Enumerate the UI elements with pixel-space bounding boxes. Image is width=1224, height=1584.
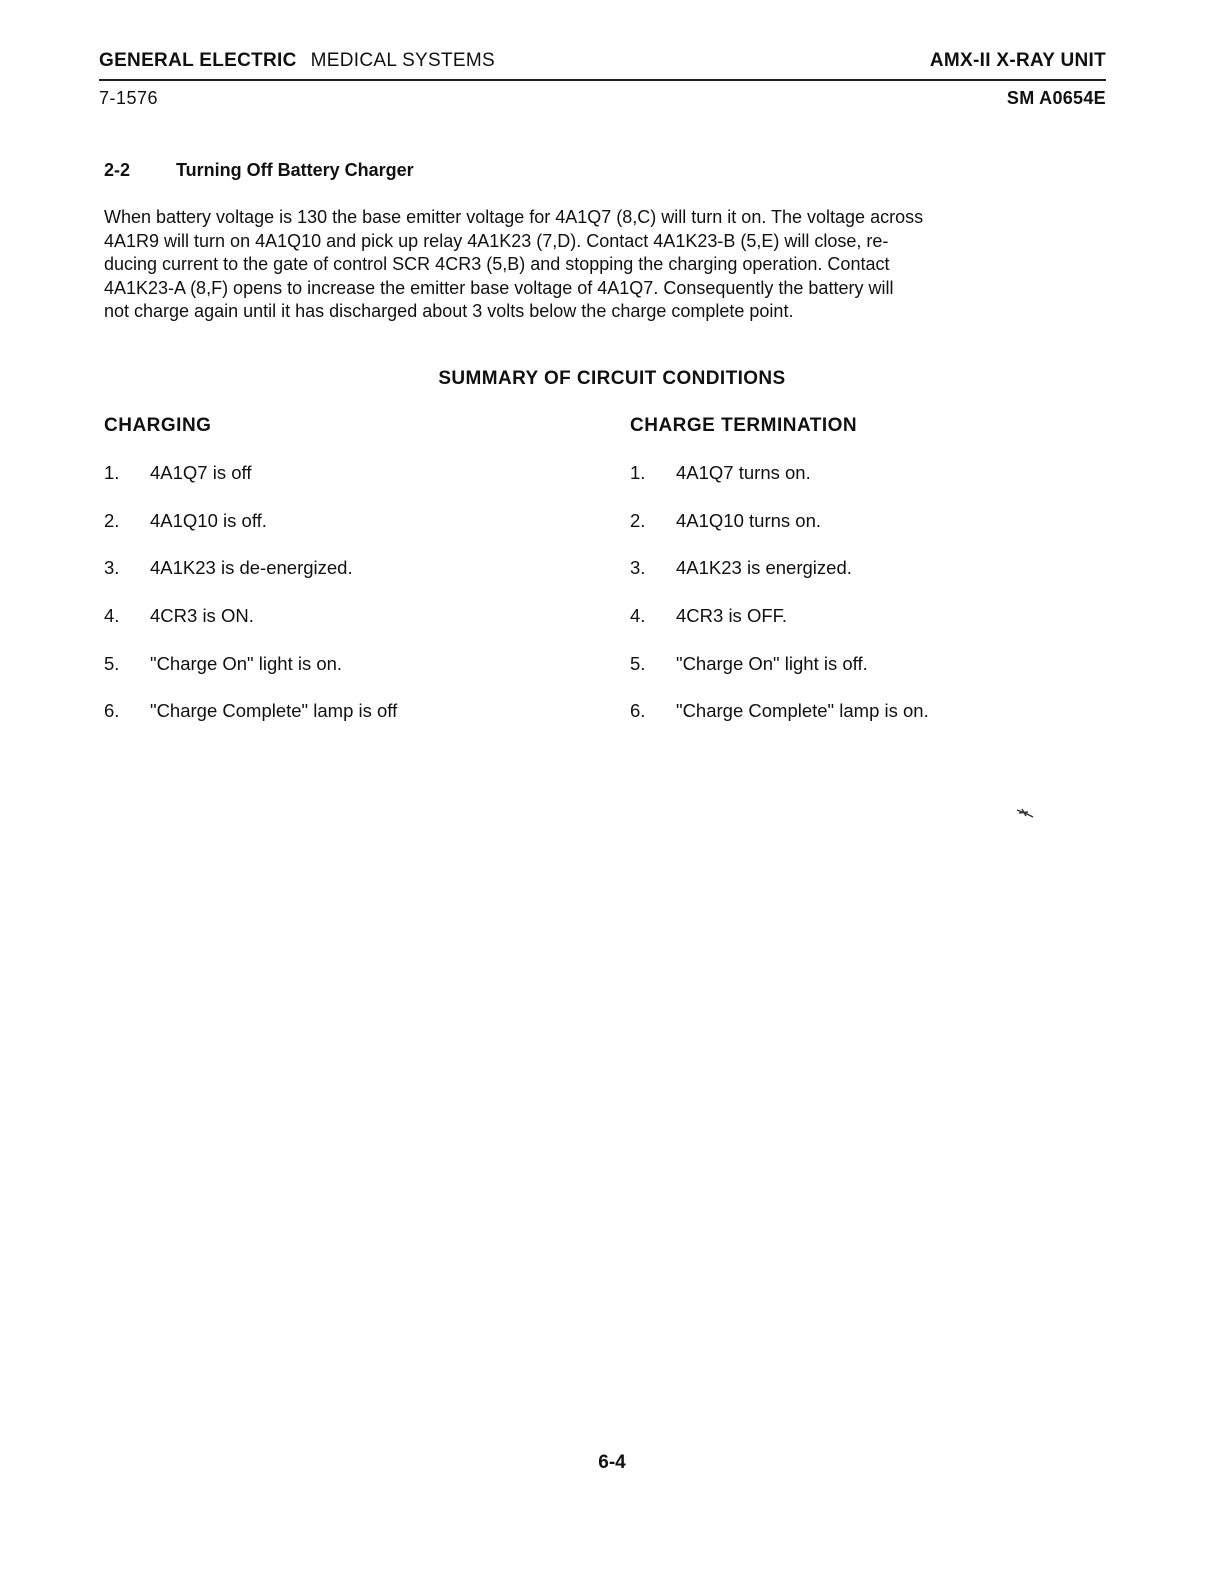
charging-heading: CHARGING — [104, 415, 212, 436]
item-text: "Charge Complete" lamp is on. — [676, 700, 929, 722]
termination-heading: CHARGE TERMINATION — [630, 415, 858, 436]
item-number: 6. — [104, 700, 120, 722]
section-number: 2-2 — [104, 160, 131, 180]
section-title: Turning Off Battery Charger — [176, 160, 414, 180]
item-number: 5. — [630, 652, 646, 674]
item-text: "Charge On" light is on. — [150, 652, 343, 674]
item-number: 4. — [630, 605, 646, 627]
company-name: GENERAL ELECTRIC — [99, 50, 297, 71]
header-company — [99, 50, 495, 72]
item-number: 1. — [104, 462, 120, 483]
paragraph-line: ducing current to the gate of control SCR 4CR3 (5,B) and stopping the charging operation. Contact — [104, 254, 890, 274]
item-text: 4A1Q7 turns on. — [676, 462, 811, 483]
item-number: 2. — [104, 509, 120, 531]
page-number: 6-4 — [598, 1452, 626, 1473]
paragraph-line: 4A1K23-A (8,F) opens to increase the emitter base voltage of 4A1Q7. Consequently the battery will — [104, 277, 894, 298]
paragraph-line: not charge again until it has discharged about 3 volts below the charge complete point. — [104, 301, 794, 321]
item-text: "Charge On" light is off. — [676, 652, 868, 674]
scan-mark — [1016, 808, 1034, 818]
item-text: 4A1K23 is de-energized. — [150, 557, 353, 579]
paragraph-line: When battery voltage is 130 the base emitter voltage for 4A1Q7 (8,C) will turn it on. The voltage across — [104, 207, 924, 227]
item-number: 5. — [104, 652, 120, 674]
item-text: 4CR3 is OFF. — [676, 605, 788, 627]
division-name: MEDICAL SYSTEMS — [310, 50, 495, 71]
item-text: 4A1Q10 is off. — [150, 509, 267, 531]
header-divider — [99, 79, 1106, 81]
item-number: 3. — [104, 557, 120, 579]
header-date-code: 7-1576 — [99, 88, 159, 108]
item-text: 4A1Q7 is off — [150, 462, 252, 483]
header-manual-id: SM A0654E — [1006, 88, 1106, 108]
item-text: 4CR3 is ON. — [150, 605, 254, 627]
item-number: 3. — [630, 557, 646, 579]
item-number: 6. — [630, 700, 646, 722]
item-text: 4A1Q10 turns on. — [676, 509, 822, 531]
item-text: 4A1K23 is energized. — [676, 557, 852, 579]
header-product: AMX-II X-RAY UNIT — [929, 50, 1106, 71]
item-number: 1. — [630, 462, 646, 483]
section-paragraph — [104, 206, 1094, 324]
item-number: 4. — [104, 605, 120, 627]
item-number: 2. — [630, 509, 646, 531]
summary-title: SUMMARY OF CIRCUIT CONDITIONS — [438, 368, 786, 389]
item-text: "Charge Complete" lamp is off — [150, 700, 398, 722]
paragraph-line: 4A1R9 will turn on 4A1Q10 and pick up relay 4A1K23 (7,D). Contact 4A1K23-B (5,E) will close, re- — [104, 230, 889, 251]
